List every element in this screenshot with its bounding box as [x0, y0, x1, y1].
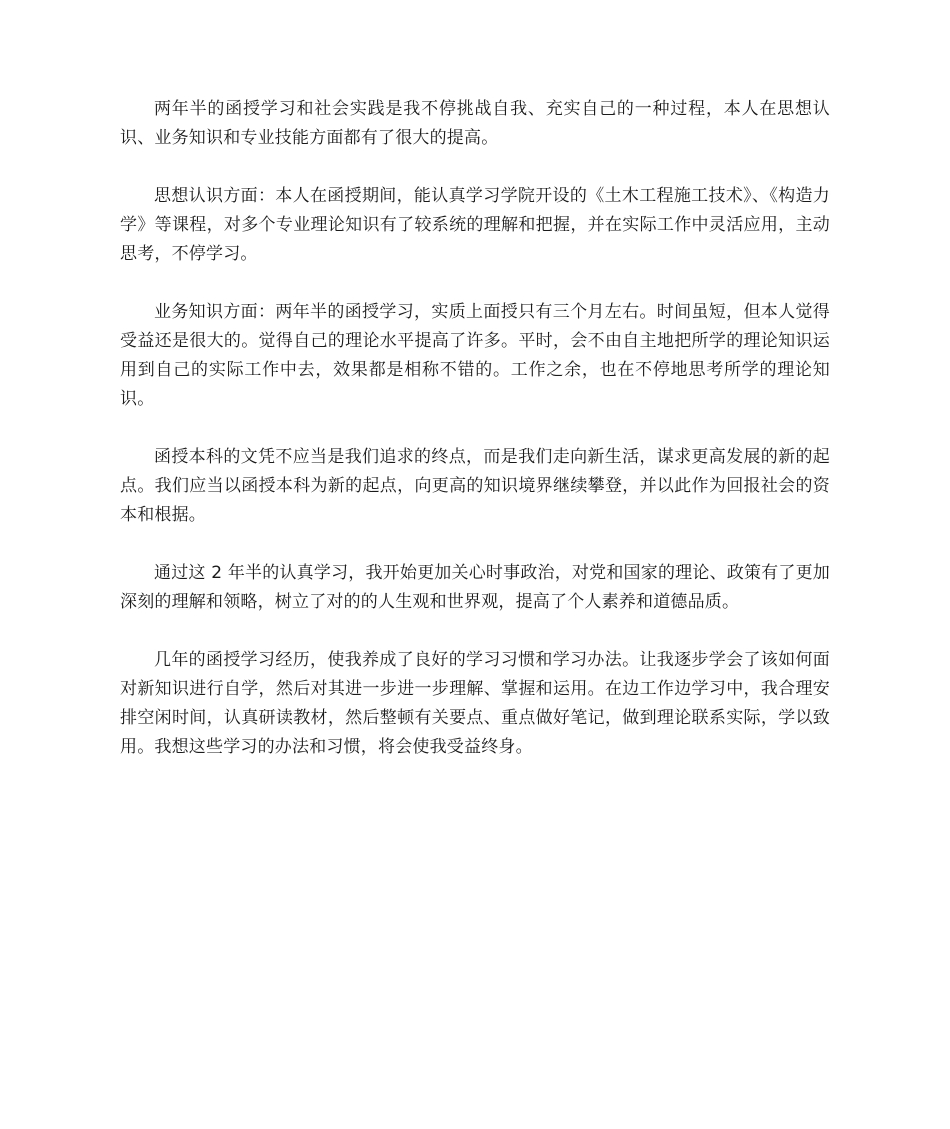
paragraph-1: 两年半的函授学习和社会实践是我不停挑战自我、充实自己的一种过程，本人在思想认识、业务知识和专业技能方面都有了很大的提高。 — [120, 99, 830, 148]
paragraph-2: 思想认识方面：本人在函授期间，能认真学习学院开设的《土木工程施工技术》、《构造力学》等课程，对多个专业理论知识有了较系统的理解和把握，并在实际工作中灵活应用，主动思考，不停学习。 — [120, 186, 830, 264]
paragraph-6: 几年的函授学习经历，使我养成了良好的学习习惯和学习办法。让我逐步学会了该如何面对新知识进行自学，然后对其进一步进一步理解、掌握和运用。在边工作边学习中，我合理安排空闲时间，认真研读教材，然后整顿有关要点、重点做好笔记，做到理论联系实际，学以致用。我想这些学习的办法和习惯，将会使我受益终身。 — [120, 650, 830, 757]
document-body — [120, 95, 830, 791]
paragraph-4: 函授本科的文凭不应当是我们追求的终点，而是我们走向新生活，谋求更高发展的新的起点。我们应当以函授本科为新的起点，向更高的知识境界继续攀登，并以此作为回报社会的资本和根据。 — [120, 447, 830, 525]
paragraph-5: 通过这 2 年半的认真学习，我开始更加关心时事政治，对党和国家的理论、政策有了更加深刻的理解和领略，树立了对的的人生观和世界观，提高了个人素养和道德品质。 — [120, 563, 830, 612]
paragraph-3: 业务知识方面：两年半的函授学习，实质上面授只有三个月左右。时间虽短，但本人觉得受益还是很大的。觉得自己的理论水平提高了许多。平时，会不由自主地把所学的理论知识运用到自己的实际工作中去，效果都是相称不错的。工作之余，也在不停地思考所学的理论知识。 — [120, 302, 830, 409]
